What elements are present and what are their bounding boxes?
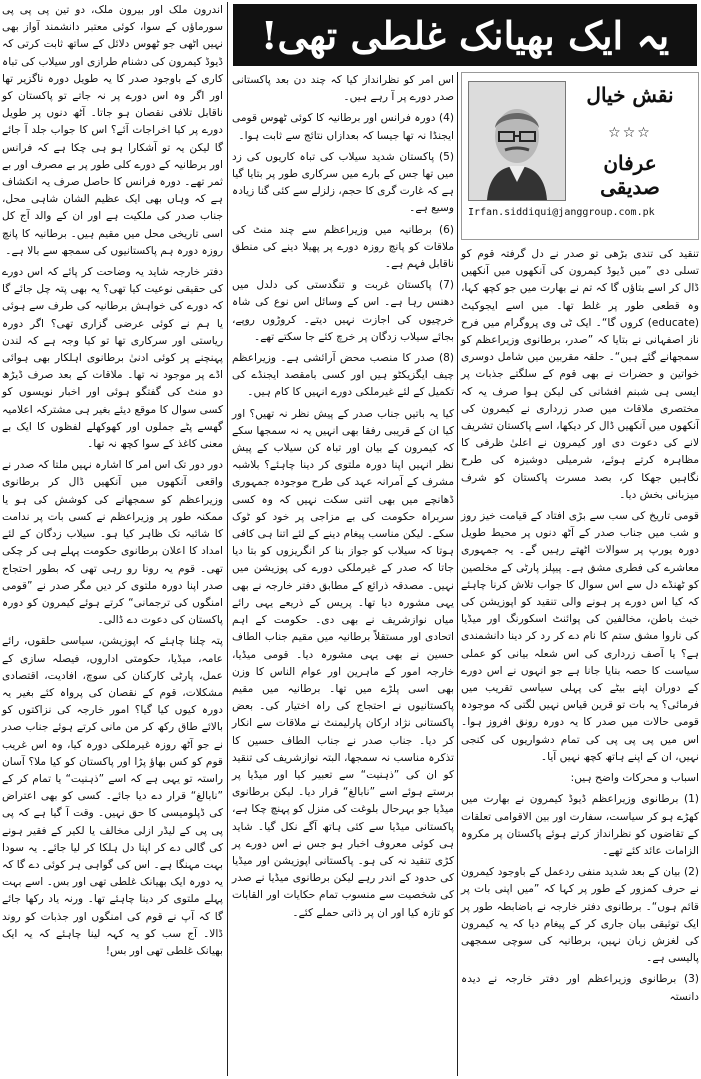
author-portrait-icon <box>469 82 565 200</box>
column-divider <box>227 2 228 1076</box>
headline-banner <box>233 4 697 66</box>
article-column-middle <box>232 72 454 1076</box>
paragraph: قومی تاریخ کی سب سے بڑی افتاد کے قیامت خیز روز و شب میں جناب صدر کے آٹھ دنوں پر محیط طویل دورہ یورپ پر سوالات اٹھتے رہیں گے۔ یہ جمہوری معاشرے کی فطری مشق ہے۔ پیپلز پارٹی کے مخلصین کو ٹھنڈے دل سے اس سوال کا جواب تلاش کرنا چاہئے کہ کیا اس دورے پر ہونے والی تنقید کو اپوزیشن کی خبث باطن، مخالفین کی پوائنٹ اسکورنگ اور میڈیا کی ناروا مشق ستم کا نام دے کر رد کر دینا دانشمندی ہے؟ یا آصف زرداری کی اس شعلہ بیانی کو عملی سیاست کا حصہ بنایا جانا ہے جو انہوں نے اس دورے کے دوران اپنے بیٹے کی پہلی سیاسی تقریب میں فرمائی؟ یہ بات تو قرین قیاس نہیں لگتی کہ موجودہ قومی حالات میں صدر کا یہ دورہ رونق افروز ہوا۔ اس میں پی پی پی کی تمام دشواریوں کی کنجی نہیں، ان کے اپنے ہاتھ کچھ نہیں آیا۔ <box>461 510 699 763</box>
column-name: نقش خیال <box>586 83 674 107</box>
paragraph: (6) برطانیہ میں وزیراعظم سے چند منٹ کی ملاقات کو پانچ روزہ دورے پر پھیلا دینے کی منطق ناقابل فہم ہے۔ <box>232 223 454 271</box>
column-divider <box>457 72 458 1076</box>
paragraph: اندرون ملک اور بیرون ملک، دو تین پی پی پی سورماؤں کے سوا، کوئی معتبر دانشمند آواز بھی نہیں اٹھی جو ٹھوس دلائل کے ساتھ ثابت کرتی کہ ڈیوڈ کیمرون کی دشنام طرازی اور سیلاب کی تباہ کاری کے باوجود صدر کا یہ طویل دورہ ناگزیر تھا اور اگر وہ اس دورے پر نہ جاتے تو پاکستان کو ناقابل تلافی نقصان ہو جاتا۔ آٹھ دنوں پر طویل دورے پر کیا اخراجات آئے؟ اس کا جواب جلد آ جائے گا لیکن یہ تو آشکارا ہو ہی چکا ہے کہ فرانس اور برطانیہ کے دورے کلی طور پر بے مصرف اور بے ثمر تھے۔ دورہ فرانس کا حاصل صرف یہ انکشاف ہے کہ وہاں بھی ایک عظیم الشان شاہی محل، جناب صدر کی ملکیت ہے اور ان کے والد آج کل اسی تاریخی محل میں مقیم ہیں۔ برطانیہ کا پانچ روزہ دورہ ہم پاکستانیوں کی سمجھ سے بالا ہے۔ <box>2 4 223 257</box>
paragraph: دور دور تک اس امر کا اشارہ نہیں ملتا کہ صدر نے واقعی آنکھوں میں آنکھیں ڈال کر برطانوی وزیراعظم کو سمجھانے کی کوشش کی ہو یا ممکنہ طور پر وزیراعظم نے کسی بات پر ندامت کا شائبہ تک ظاہر کیا ہو۔ سیلاب زدگان کے لئے امداد کا اعلان برطانوی حکومت پہلے ہی کر چکی تھی۔ قوم یہ رونا رو رہی تھی کہ بطور احتجاج صدر اپنا دورہ ملتوی کر دیں مگر صدر نے ”قومی امنگوں کی ترجمانی“ کرتے ہوئے کیمرون کو دورہ پاکستان کی دعوت دے ڈالی۔ <box>2 459 223 627</box>
author-email: Irfan.siddiqui@janggroup.com.pk <box>468 207 655 218</box>
author-name: عرفان صدیقی <box>600 151 660 199</box>
paragraph: (1) برطانوی وزیراعظم ڈیوڈ کیمرون نے بھارت میں کھڑے ہو کر سیاست، سفارت اور بین الاقوامی تعلقات کے تقاضوں کو نظرانداز کرتے ہوئے پاکستان پر مکروہ الزامات عائد کئے تھے۔ <box>461 793 699 857</box>
paragraph: (3) برطانوی وزیراعظم اور دفتر خارجہ نے دیدہ دانستہ <box>461 973 699 1003</box>
paragraph: پتہ چلنا چاہئے کہ اپوزیشن، سیاسی حلقوں، رائے عامہ، میڈیا، حکومتی اداروں، فیصلہ سازی کے عمل، پارٹی کارکنان کی سوچ، افادیت، اقتصادی مشکلات، قوم کے نقصان کی پرواہ کئے بغیر یہ دورہ کیوں کیا گیا؟ امور خارجہ کی نزاکتوں کو بالائے طاق رکھ کر من مانی کرتے ہوئے جناب صدر نے جو آٹھ روزہ غیرملکی دورہ کیا، وہ اس غریب قوم کو کس بھاؤ پڑا اور پاکستان کو کیا ملا؟ آسان راستہ تو یہی ہے کہ اسے ”ذہنیت“ یا تمام کر کے ”نابالغ“ قرار دے دیا جائے۔ کسی کو بھی اعتراض کی ڈپلومیسی کا حق نہیں۔ وقت آ گیا ہے کہ پی پی پی کے لیڈر ازلی مخالف یا لکیر کے فقیر ہونے کی گالی دے کر اپنا دل ہلکا کر لیا جائے۔ یہ سودا بہت مہنگا ہے۔ اس کی گواہی ہر کوئی دے گا کہ یہ دورہ ایک بھیانک غلطی تھی اور بس۔ اسے بہت پہلے ملتوی کر دینا چاہئے تھا۔ ورنہ یاد رکھا جائے گا کہ آپ نے قوم کی امنگوں اور جذبات کو روند ڈالا۔ آج سب کو یہ کہہ لینا چاہئے کہ یہ ایک بھیانک غلطی تھی اور بس! <box>2 635 223 957</box>
article-column-left <box>2 2 223 1076</box>
paragraph: (8) صدر کا منصب محض آرائشی ہے۔ وزیراعظم چیف ایگزیکٹو ہیں اور کسی بامقصد ایجنڈے کی تکمیل کے لئے غیرملکی دورے انہیں کا کام ہیں۔ <box>232 352 454 399</box>
author-photo <box>468 81 566 201</box>
paragraph: (2) بیان کے بعد شدید منفی ردعمل کے باوجود کیمرون نے حرف کمزور کے طور پر کہا کہ ”میں اپنی بات پر قائم ہوں“۔ برطانوی دفتر خارجہ نے باضابطہ طور پر ایک توثیقی بیان جاری کر کے پیغام دیا کہ یہ کیمرون کی لغزش زبان نہیں، برطانیہ کی سوچی سمجھی پالیسی ہے۔ <box>461 866 699 965</box>
headline: یہ ایک بھیانک غلطی تھی! <box>260 12 670 58</box>
paragraph: (4) دورہ فرانس اور برطانیہ کا کوئی ٹھوس قومی ایجنڈا نہ تھا جیسا کہ بعدازاں نتائج سے ثابت ہوا۔ <box>232 112 454 142</box>
article-column-right <box>461 246 699 1076</box>
paragraph: اسباب و محرکات واضح ہیں: <box>570 772 699 785</box>
star-rating-icon: ☆☆☆ <box>608 125 652 141</box>
paragraph: کیا یہ باتیں جناب صدر کے پیش نظر نہ تھیں؟ اور کیا ان کے قریبی رفقا بھی انہیں یہ نہ سمجھا سکے کہ کیمرون کے بیان اور تباہ کن سیلاب کے پیش نظر انہیں اپنا دورہ ملتوی کر دینا چاہئے؟ بلاشبہ مشرف کے آمرانہ عہد کی طرح موجودہ جمہوری ڈھانچے میں بھی اتنی سکت نہیں کہ وہ کسی سربراہ حکومت کی بے مزاجی پر خود کو ٹوک سکے۔ لیکن مناسب پیغام دینے کے لئے اتنا ہی کافی ہوتا کہ سیلاب کو جواز بنا کر انگریزوں کو بتا دیا جاتا کہ صدر کے غیرملکی دورے کی پوزیشن میں نہیں۔ مصدقہ ذرائع کے مطابق دفتر خارجہ نے بھی یہی مشورہ دیا تھا۔ پریس کے ذریعے یہی رائے میاں نوازشریف نے بھی دی۔ حکومت کے اہم اتحادی اور مستقلاً برطانیہ میں مقیم جناب الطاف حسین نے بھی یہی مشورہ دیا۔ قومی میڈیا، خارجہ امور کے ماہرین اور عوام الناس کا وزن بھی اسی پلڑے میں تھا۔ برطانیہ میں مقیم پاکستانیوں نے احتجاج کی راہ اختیار کی۔ بعض پاکستانی نژاد ارکان پارلیمنٹ نے ملاقات سے انکار کر دیا۔ جناب صدر نے جناب الطاف حسین کا تذکرہ مناسب نہ سمجھا، البتہ نوازشریف کی تنقید کو ان کی ”ذہنیت“ سے تعبیر کیا اور میڈیا پر برستے ہوئے اسے ”نابالغ“ قرار دیا۔ لیکن برطانوی میڈیا جو بہرحال بلوغت کی منزل کو پہنچ چکا ہے، پاکستانی میڈیا سے کئی ہاتھ آگے نکل گیا۔ شاید ہی کوئی معروف اخبار ہو جس نے اس دورے پر کڑی تنقید نہ کی ہو۔ پاکستانی اپوزیشن اور میڈیا کی حدود کے اندر رہے لیکن برطانوی میڈیا نے صدر کی شخصیت سے منسوب تمام حکایات اور القابات کو تازہ کیا اور ان پر ذاتی حملے کئے۔ <box>232 407 454 919</box>
paragraph: (7) پاکستان غربت و تنگدستی کی دلدل میں دھنس رہا ہے۔ اس کے وسائل اس نوع کی شاہ خرچیوں کی اجازت نہیں دیتے۔ کروڑوں روپے، بجائے سیلاب زدگان پر خرچ کئے جا سکتے تھے۔ <box>232 279 454 343</box>
column-byline <box>461 72 699 240</box>
paragraph: اس امر کو نظرانداز کیا کہ چند دن بعد پاکستانی صدر دورے پر آ رہے ہیں۔ <box>232 74 454 104</box>
paragraph: (5) پاکستان شدید سیلاب کی تباہ کاریوں کی زد میں تھا جس کے بارے میں سرکاری طور پر بتایا گیا ہے کہ غارت گری کا حجم، زلزلے سے کئی گنا زیادہ وسیع ہے۔ <box>232 150 454 215</box>
paragraph: دفتر خارجہ شاید یہ وضاحت کر پائے کہ اس دورے کی حقیقی نوعیت کیا تھی؟ یہ بھی پتہ چل جائے گا کہ دورے کی خواہش برطانیہ کی طرف سے ہوئی یا ہم نے کوئی عرضی گزاری تھی؟ اگر دورہ ریاستی اور سرکاری تھا تو کیا وجہ ہے کہ لندن پہنچنے پر کوئی ادنیٰ برطانوی اہلکار بھی ہوائی اڈے پر موجود نہ تھا۔ ملاقات کے بعد صرف ڈیڑھ دو منٹ کی گفتگو ہوئی اور اخبار نویسوں کو کسی سوال کا موقع دیئے بغیر ہی مشترکہ اعلامیہ گھسے پٹے جملوں اور کھوکھلے لفظوں کا ایک بے معنی کاغذ کے سوا کچھ نہ تھا۔ <box>2 266 223 451</box>
paragraph: تنقید کی تندی بڑھی تو صدر نے دل گرفتہ قوم کو تسلی دی ”میں ڈیوڈ کیمرون کی آنکھوں میں آنکھیں ڈال کر اسے بتاؤں گا کہ تم نے بھارت میں جو کچھ کہا، وہ قطعی طور پر غلط تھا۔ میں اسے ایجوکیٹ (educate) کروں گا“۔ ایک ٹی وی پروگرام میں فرح ناز اصفہانی نے بتایا کہ ”صدر، برطانوی وزیراعظم کو سمجھانے گئے ہیں“۔ حلقہ مقربین میں شامل دوسری خواتین و حضرات نے بھی قوم کے سلگتے جذبات پر ایسی ہی شبنم افشانی کی لیکن ہوا صرف یہ کہ مختصری ملاقات میں صدر زرداری نے کیمرون کی آنکھوں میں آنکھیں ڈال کر دیکھا، اسے پاکستان تشریف لانے کی دعوت دی اور کیمرون نے اعلیٰ ظرفی کا مظاہرہ کرتے ہوئے، شرمیلی دوشیزہ کی طرح نگاہیں جھکا کر، بصد مسرت پاکستان کو شرف میزبانی بخش دیا۔ <box>461 248 699 501</box>
